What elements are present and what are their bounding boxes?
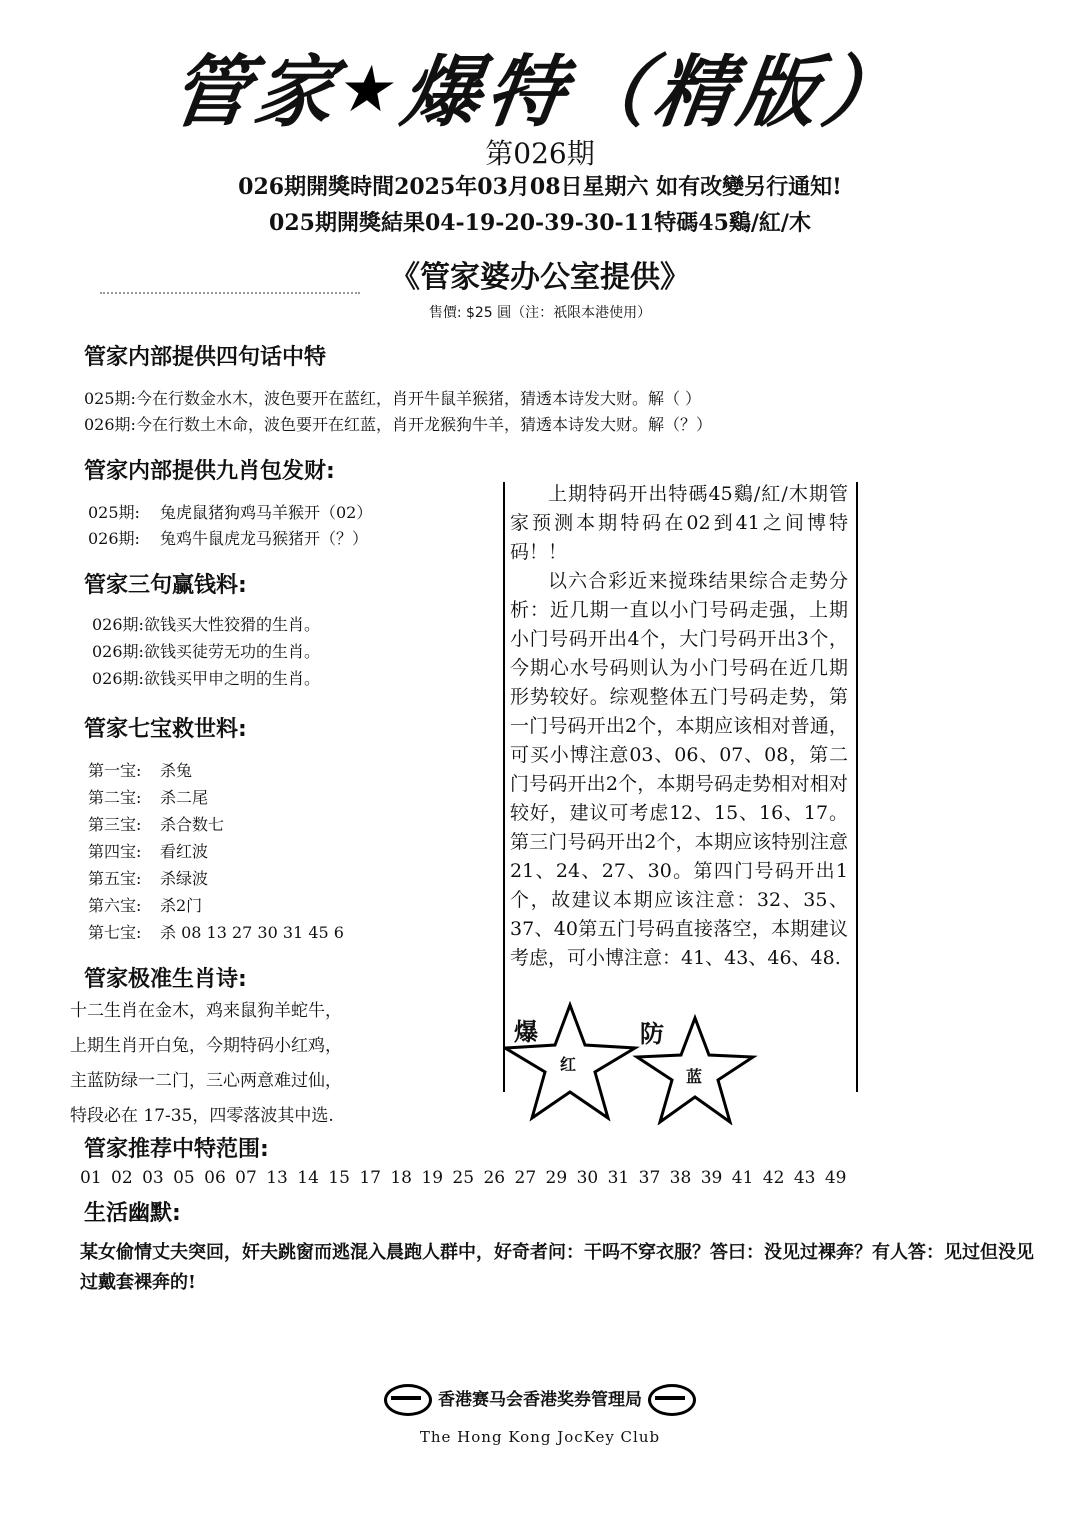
list-item xyxy=(88,812,224,835)
row-label: 025期: xyxy=(88,503,140,522)
page-title xyxy=(0,30,1080,142)
seven-treasures-heading: 管家七宝救世料: xyxy=(84,717,247,742)
row-text: 杀兔 xyxy=(160,761,193,780)
list-item xyxy=(88,758,192,781)
row-label: 第二宝: xyxy=(88,788,142,807)
label-bao: 爆 xyxy=(514,1017,538,1046)
row-label: 026期: xyxy=(92,669,144,688)
provider: 《管家婆办公室提供》 xyxy=(390,260,690,295)
list-item xyxy=(92,666,320,689)
poem xyxy=(70,994,500,1134)
analysis-text xyxy=(510,480,848,973)
list-item xyxy=(84,386,701,409)
row-label: 第三宝: xyxy=(88,815,142,834)
row-label: 026期: xyxy=(92,642,144,661)
row-text: 杀合数七 xyxy=(160,815,225,834)
analysis-para-1: 上期特码开出特碼45鷄/紅/木期管家预测本期特码在02到41之间博特码！！ xyxy=(510,483,848,563)
poem-line: 十二生肖在金木，鸡来鼠狗羊蛇牛， xyxy=(70,1001,342,1021)
row-text: 杀 08 13 27 30 31 45 6 xyxy=(160,923,344,942)
row-text: 杀2门 xyxy=(160,896,203,915)
org-name-en: The Hong Kong JocKey Club xyxy=(419,1428,661,1446)
last-result: 025期開獎結果04-19-20-39-30-11特碼45鷄/紅/木 xyxy=(269,210,811,236)
row-text: 欲钱买徒劳无功的生肖。 xyxy=(143,642,320,661)
humor-text: 某女偷情丈夫突回，奸夫跳窗而逃混入晨跑人群中，好奇者问：干吗不穿衣服？答曰：没见过裸奔？有人答：见过但没见过戴套裸奔的! xyxy=(80,1242,1034,1293)
list-item xyxy=(88,526,368,549)
poem-line: 上期生肖开白兔，今期特码小红鸡， xyxy=(70,1036,342,1056)
row-label: 026期: xyxy=(92,615,144,634)
range-heading: 管家推荐中特范围: xyxy=(84,1137,269,1162)
star-red-label: 红 xyxy=(560,1055,577,1074)
list-item xyxy=(88,500,372,523)
list-item xyxy=(88,785,208,808)
divider xyxy=(100,292,360,294)
list-item xyxy=(88,893,202,916)
footer-org xyxy=(0,1384,1080,1416)
list-item xyxy=(88,866,208,889)
poem-line: 特段必在 17-35，四零落波其中选. xyxy=(70,1106,334,1126)
label-fang: 防 xyxy=(640,1019,664,1048)
list-item xyxy=(88,839,208,862)
draw-time: 026期開獎時間2025年03月08日星期六 如有改變另行通知! xyxy=(238,174,842,200)
three-lines-heading: 管家三句赢钱料: xyxy=(84,573,247,598)
list-item xyxy=(84,412,712,435)
list-item xyxy=(88,920,344,943)
poem-line: 主蓝防绿一二门，三心两意难过仙， xyxy=(70,1071,342,1091)
star-icon: ★ xyxy=(334,53,409,127)
row-label: 第六宝: xyxy=(88,896,142,915)
jockey-club-logo-icon xyxy=(648,1384,696,1416)
poem-heading: 管家极准生肖诗: xyxy=(84,967,247,992)
title-part-b: 爆特（精版） xyxy=(396,48,914,138)
analysis-para-2: 以六合彩近来搅珠结果综合走势分析：近几期一直以小门号码走强，上期小门号码开出4个，大门号码开出3个，今期心水号码则认为小门号码在近几期形势较好。综观整体五门号码走势，第一门号码开出2个，本期应该相对普通，可买小博注意03、06、07、08，第二门号码开出2个，本期号码走势相对相对较好，建议可考虑12、15、16、17。第三门号码开出2个，本期应该特别注意21、24、27、30。第四门号码开出1个，故建议本期应该注意：32、35、37、40第五门号码直接落空，本期建议考虑，可小博注意：41、43、46、48. xyxy=(510,570,848,969)
row-text: 看红波 xyxy=(160,842,209,861)
issue-number: 第026期 xyxy=(485,137,595,170)
four-lines-heading: 管家内部提供四句话中特 xyxy=(84,345,327,370)
row-label: 第五宝: xyxy=(88,869,142,888)
humor-heading: 生活幽默: xyxy=(84,1201,181,1226)
row-label: 第一宝: xyxy=(88,761,142,780)
box-border-right xyxy=(856,482,858,1092)
jockey-club-logo-icon xyxy=(384,1384,432,1416)
row-label: 026期: xyxy=(84,415,136,434)
row-text: 杀绿波 xyxy=(160,869,209,888)
row-text: 兔鸡牛鼠虎龙马猴猪开（？） xyxy=(160,529,369,548)
row-label: 第四宝: xyxy=(88,842,142,861)
stars-graphic xyxy=(505,1000,765,1125)
list-item xyxy=(92,639,320,662)
list-item xyxy=(92,612,320,635)
range-numbers: 01 02 03 05 06 07 13 14 15 17 18 19 25 26 27 29 30 31 37 38 39 41 42 43 49 xyxy=(80,1168,847,1188)
org-name: 香港赛马会香港奖券管理局 xyxy=(438,1390,642,1410)
row-text: 兔虎鼠猪狗鸡马羊猴开（02） xyxy=(160,503,373,522)
row-text: 今在行数土木命，波色要开在红蓝，肖开龙猴狗牛羊，猜透本诗发大财。解（？） xyxy=(135,415,712,434)
price: 售價: $25 圓（注：祇限本港使用） xyxy=(428,305,652,321)
row-text: 欲钱买甲申之明的生肖。 xyxy=(143,669,320,688)
star-blue-label: 蓝 xyxy=(686,1067,703,1086)
row-label: 025期: xyxy=(84,389,136,408)
row-text: 杀二尾 xyxy=(160,788,209,807)
nine-zodiac-heading: 管家内部提供九肖包发财: xyxy=(84,459,335,484)
row-text: 欲钱买大性狡猾的生肖。 xyxy=(143,615,320,634)
row-label: 026期: xyxy=(88,529,140,548)
row-text: 今在行数金水木，波色要开在蓝红，肖开牛鼠羊猴猪，猜透本诗发大财。解（ ） xyxy=(135,389,702,408)
row-label: 第七宝: xyxy=(88,923,142,942)
title-part-a: 管家 xyxy=(164,48,346,138)
